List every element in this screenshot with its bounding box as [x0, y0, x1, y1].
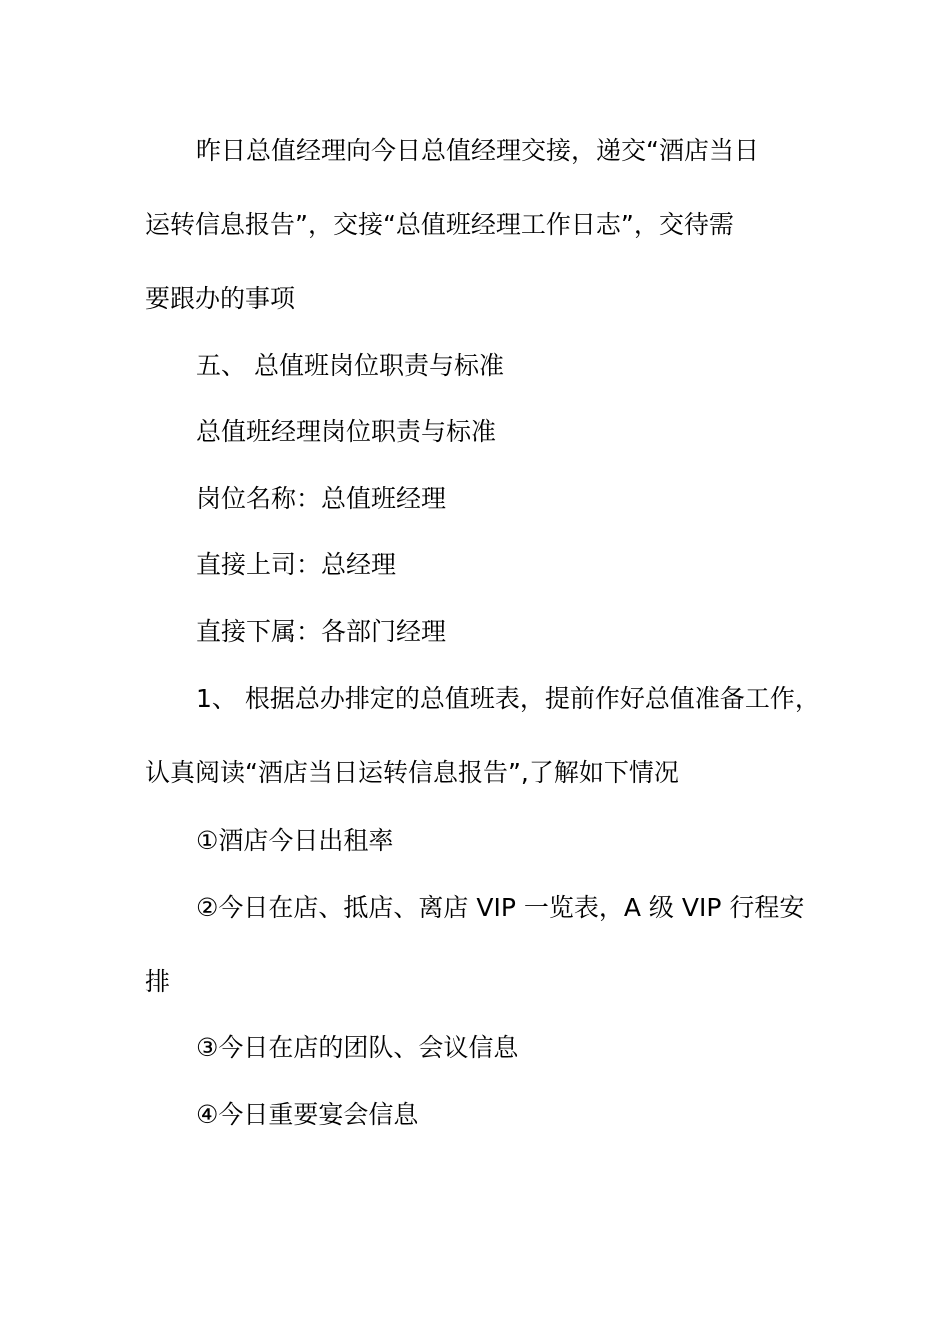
- list-item-vip-line-1: ②今日在店、抵店、离店 VIP 一览表，A 级 VIP 行程安: [196, 893, 805, 922]
- list-item-vip-line-2: 排: [145, 967, 171, 996]
- position-name: 岗位名称：总值班经理: [196, 484, 447, 513]
- direct-subordinates: 直接下属：各部门经理: [196, 617, 447, 646]
- section-heading: 五、 总值班岗位职责与标准: [196, 351, 504, 380]
- subsection-title: 总值班经理岗位职责与标准: [196, 417, 497, 446]
- duty-item-1-line-2: 认真阅读“酒店当日运转信息报告”,了解如下情况: [145, 758, 679, 787]
- duty-item-1-line-1: 1、 根据总办排定的总值班表，提前作好总值准备工作，: [196, 684, 820, 713]
- paragraph-handover-line-2: 运转信息报告”，交接“总值班经理工作日志”，交待需: [145, 210, 734, 239]
- list-item-banquets: ④今日重要宴会信息: [196, 1100, 419, 1129]
- paragraph-handover-line-1: 昨日总值经理向今日总值经理交接，递交“酒店当日: [196, 136, 759, 165]
- list-item-groups-meetings: ③今日在店的团队、会议信息: [196, 1033, 519, 1062]
- direct-supervisor: 直接上司：总经理: [196, 550, 397, 579]
- paragraph-handover-line-3: 要跟办的事项: [145, 284, 296, 313]
- list-item-occupancy: ①酒店今日出租率: [196, 826, 394, 855]
